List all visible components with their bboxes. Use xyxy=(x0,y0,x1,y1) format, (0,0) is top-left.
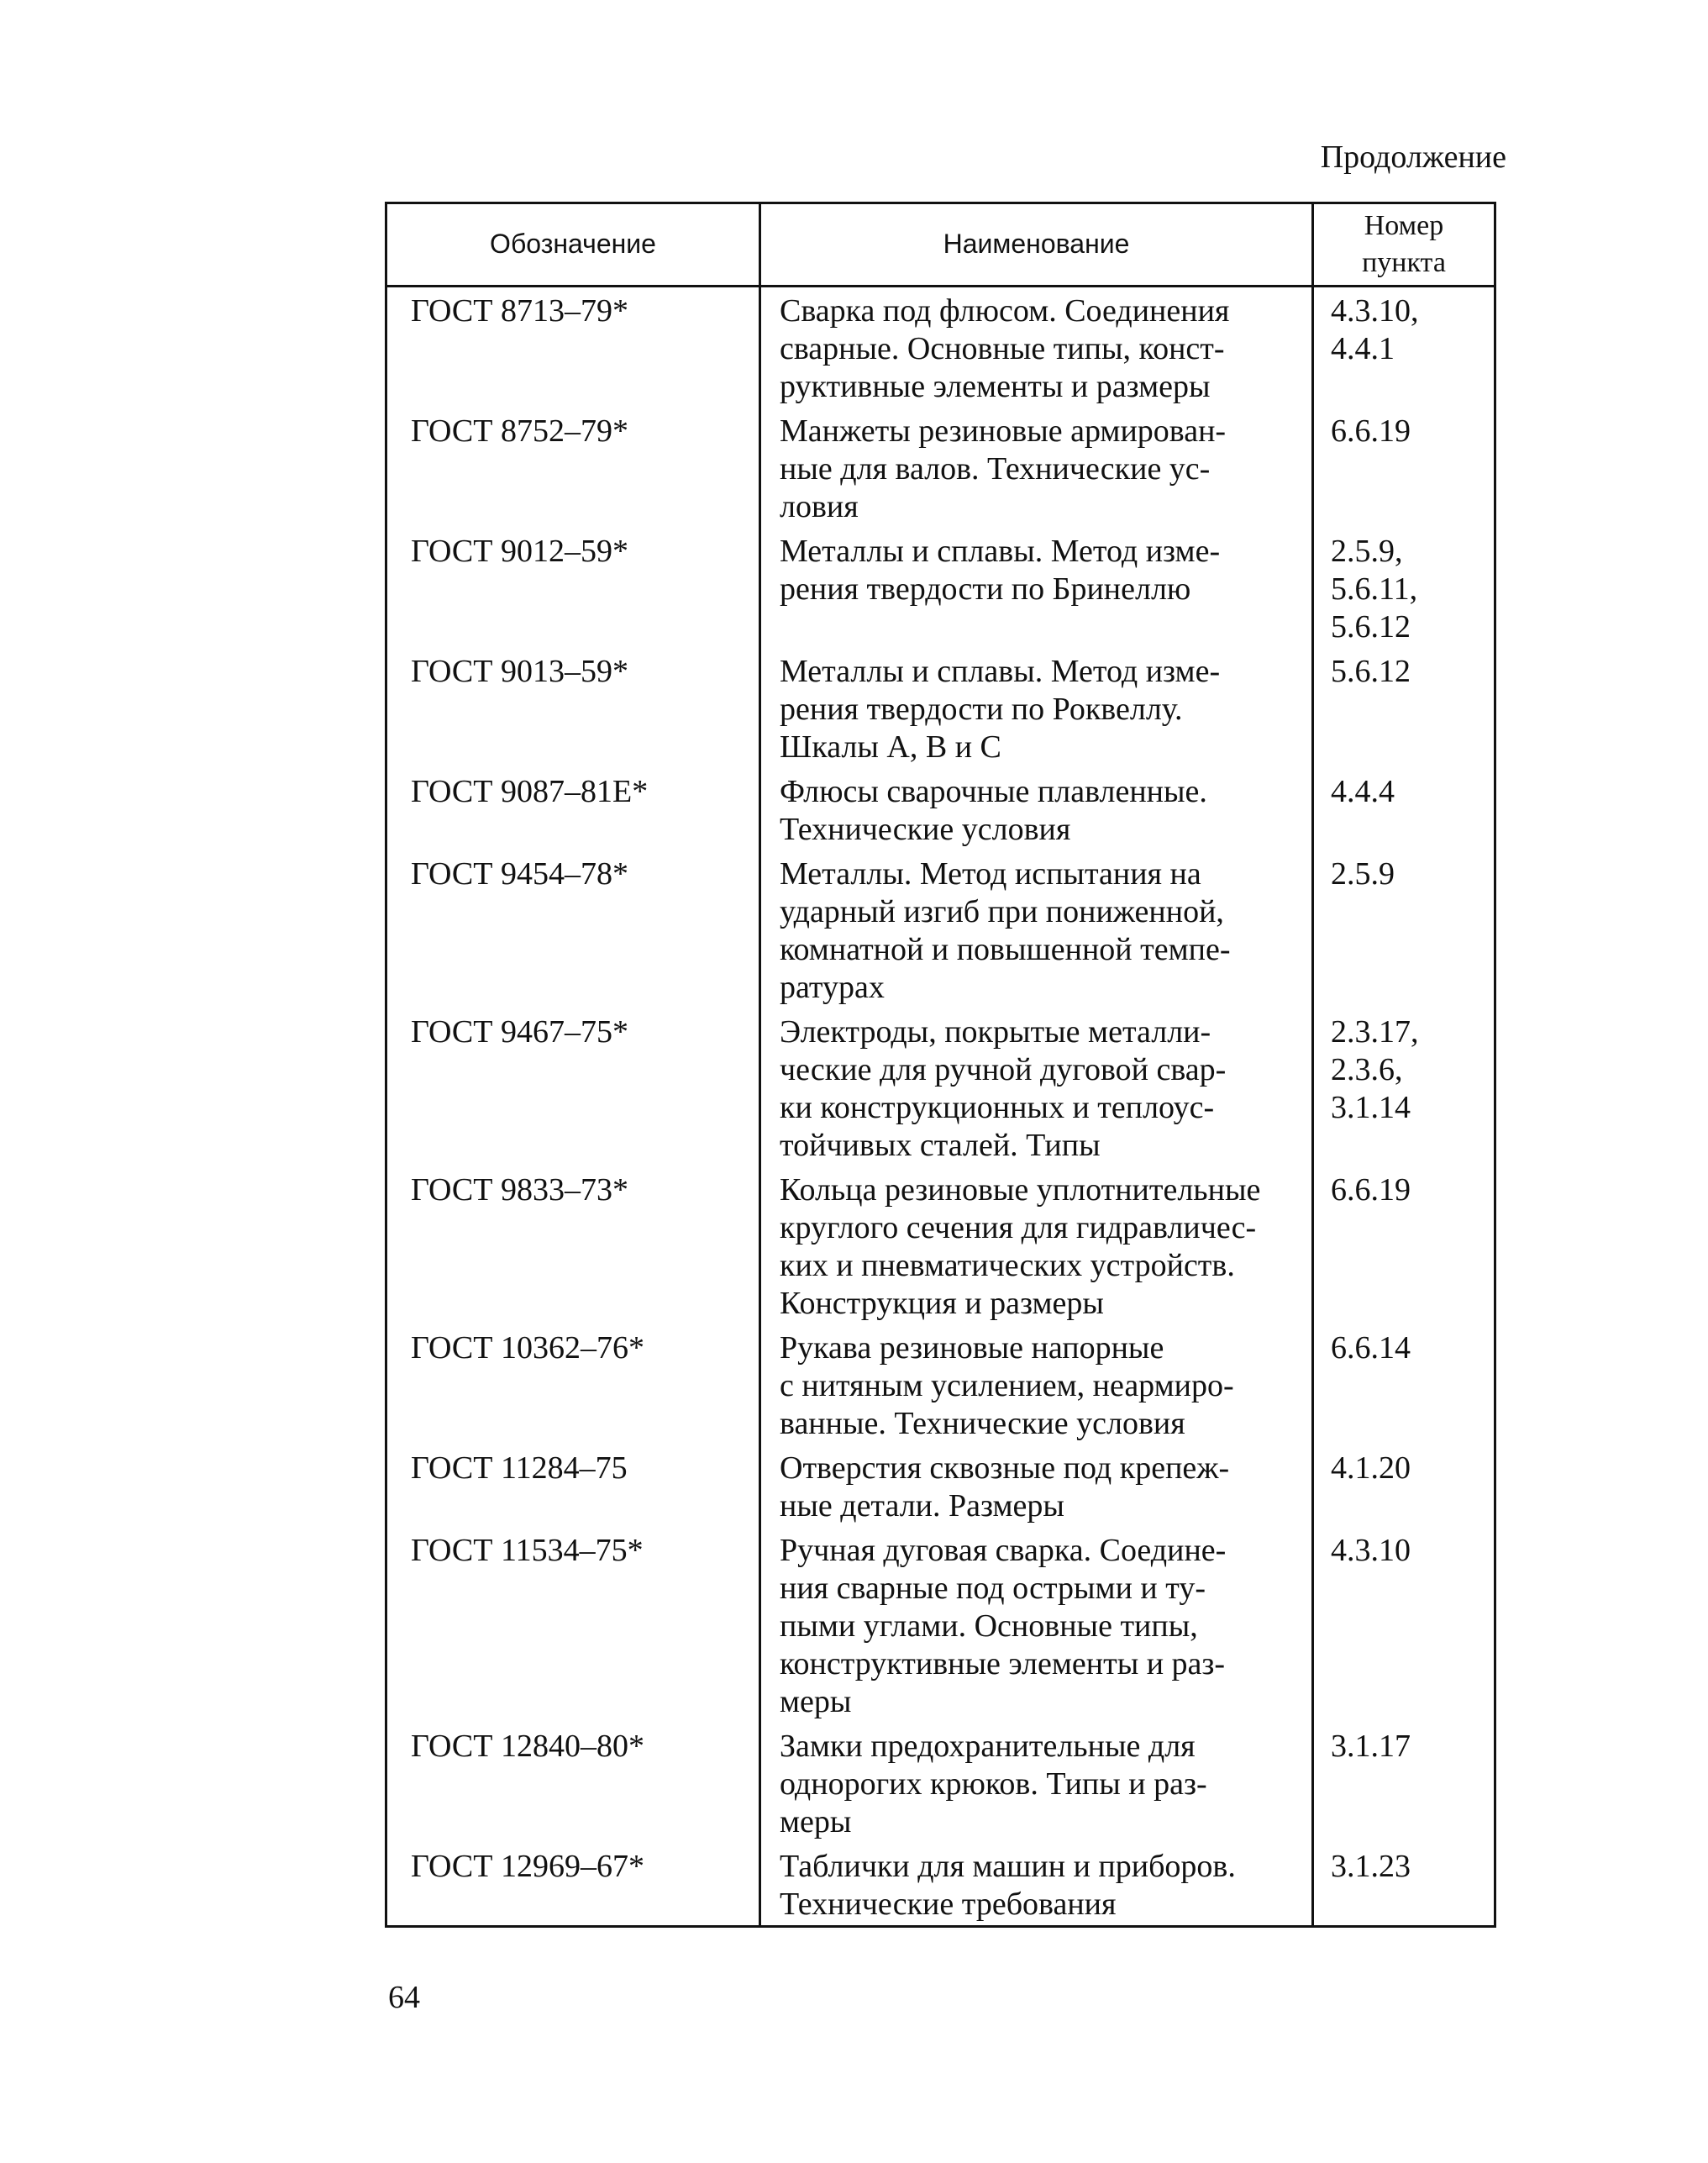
title-line: Флюсы сварочные плавленные. xyxy=(780,774,1207,809)
point-number: 4.3.10, xyxy=(1331,293,1419,329)
title-line: Замки предохранительные для xyxy=(780,1729,1196,1764)
title-line: Технические условия xyxy=(780,812,1071,847)
title-line: Шкалы A, B и C xyxy=(780,729,1001,765)
point-number: 4.1.20 xyxy=(1331,1450,1411,1486)
title-line: Ручная дуговая сварка. Соедине- xyxy=(780,1533,1227,1568)
point-number: 4.3.10 xyxy=(1331,1533,1411,1568)
title-line: Металлы и сплавы. Метод изме- xyxy=(780,534,1221,569)
standard-code: ГОСТ 9013–59* xyxy=(386,648,760,768)
title-line: рения твердости по Роквеллу. xyxy=(780,692,1183,727)
standard-title xyxy=(760,408,1313,528)
point-numbers xyxy=(1313,408,1495,528)
standard-code: ГОСТ 12969–67* xyxy=(386,1843,760,1927)
point-numbers xyxy=(1313,648,1495,768)
table-row xyxy=(386,1723,1495,1843)
column-header-designation: Обозначение xyxy=(386,203,760,287)
table-row xyxy=(386,1324,1495,1445)
point-number: 6.6.14 xyxy=(1331,1330,1411,1366)
point-numbers xyxy=(1313,1723,1495,1843)
title-line: рения твердости по Бринеллю xyxy=(780,571,1191,607)
point-number: 3.1.17 xyxy=(1331,1729,1411,1764)
table-header-row xyxy=(386,203,1495,287)
column-header-name: Наименование xyxy=(760,203,1313,287)
point-number: 3.1.23 xyxy=(1331,1849,1411,1884)
point-number: 3.1.14 xyxy=(1331,1090,1411,1125)
title-line: Технические требования xyxy=(780,1887,1117,1922)
title-line: комнатной и повышенной темпе- xyxy=(780,932,1231,967)
standard-code: ГОСТ 9087–81Е* xyxy=(386,768,760,850)
standard-code: ГОСТ 9833–73* xyxy=(386,1166,760,1324)
title-line: Сварка под флюсом. Соединения xyxy=(780,293,1230,329)
point-number: 2.3.17, xyxy=(1331,1014,1419,1050)
table-row xyxy=(386,1843,1495,1927)
point-number: 6.6.19 xyxy=(1331,413,1411,449)
title-line: руктивные элементы и размеры xyxy=(780,369,1211,404)
point-numbers xyxy=(1313,528,1495,648)
standard-code: ГОСТ 11534–75* xyxy=(386,1527,760,1723)
page-number: 64 xyxy=(388,1980,420,2015)
title-line: ратурах xyxy=(780,970,885,1005)
point-numbers xyxy=(1313,1166,1495,1324)
standard-code: ГОСТ 9454–78* xyxy=(386,850,760,1008)
table-row xyxy=(386,408,1495,528)
point-numbers xyxy=(1313,1843,1495,1927)
table-row xyxy=(386,1008,1495,1166)
point-number: 2.5.9 xyxy=(1331,856,1395,892)
table-row xyxy=(386,287,1495,408)
title-line: сварные. Основные типы, конст- xyxy=(780,331,1225,366)
title-line: Металлы. Метод испытания на xyxy=(780,856,1201,892)
standard-title xyxy=(760,1008,1313,1166)
title-line: Конструкция и размеры xyxy=(780,1286,1104,1321)
point-numbers xyxy=(1313,1527,1495,1723)
standard-title xyxy=(760,1723,1313,1843)
title-line: ударный изгиб при пониженной, xyxy=(780,894,1224,929)
point-numbers xyxy=(1313,768,1495,850)
standard-code: ГОСТ 9012–59* xyxy=(386,528,760,648)
table-row xyxy=(386,850,1495,1008)
standard-title xyxy=(760,1527,1313,1723)
standard-title xyxy=(760,1166,1313,1324)
point-number: 6.6.19 xyxy=(1331,1172,1411,1208)
standard-code: ГОСТ 12840–80* xyxy=(386,1723,760,1843)
title-line: ные детали. Размеры xyxy=(780,1488,1064,1524)
title-line: Манжеты резиновые армирован- xyxy=(780,413,1227,449)
title-line: круглого сечения для гидравличес- xyxy=(780,1210,1257,1245)
standard-code: ГОСТ 8752–79* xyxy=(386,408,760,528)
standard-title xyxy=(760,1843,1313,1927)
point-number: 4.4.4 xyxy=(1331,774,1395,809)
point-number: 5.6.12 xyxy=(1331,654,1411,689)
point-numbers xyxy=(1313,1008,1495,1166)
point-number: 2.3.6, xyxy=(1331,1052,1403,1087)
standard-title xyxy=(760,1445,1313,1527)
point-number: 2.5.9, xyxy=(1331,534,1403,569)
title-line: ные для валов. Технические ус- xyxy=(780,451,1211,487)
table-row xyxy=(386,648,1495,768)
title-line: ния сварные под острыми и ту- xyxy=(780,1571,1206,1606)
title-line: с нитяным усилением, неармиро- xyxy=(780,1368,1234,1403)
title-line: ванные. Технические условия xyxy=(780,1406,1185,1441)
standard-title xyxy=(760,287,1313,408)
point-number: 5.6.12 xyxy=(1331,609,1411,645)
standard-title xyxy=(760,648,1313,768)
title-line: Металлы и сплавы. Метод изме- xyxy=(780,654,1221,689)
point-numbers xyxy=(1313,850,1495,1008)
title-line: однорогих крюков. Типы и раз- xyxy=(780,1766,1207,1802)
title-line: меры xyxy=(780,1804,852,1839)
standard-code: ГОСТ 11284–75 xyxy=(386,1445,760,1527)
title-line: ческие для ручной дуговой свар- xyxy=(780,1052,1227,1087)
title-line: ки конструкционных и теплоус- xyxy=(780,1090,1215,1125)
title-line: тойчивых сталей. Типы xyxy=(780,1128,1101,1163)
standard-code: ГОСТ 8713–79* xyxy=(386,287,760,408)
title-line: ловия xyxy=(780,489,859,524)
standard-title xyxy=(760,768,1313,850)
table-row xyxy=(386,768,1495,850)
standard-title xyxy=(760,1324,1313,1445)
table-row xyxy=(386,1166,1495,1324)
point-numbers xyxy=(1313,1445,1495,1527)
title-line: Кольца резиновые уплотнительные xyxy=(780,1172,1261,1208)
table-row xyxy=(386,1445,1495,1527)
point-number: 5.6.11, xyxy=(1331,571,1418,607)
table-row xyxy=(386,1527,1495,1723)
point-numbers xyxy=(1313,287,1495,408)
point-number: 4.4.1 xyxy=(1331,331,1395,366)
title-line: пыми углами. Основные типы, xyxy=(780,1608,1198,1644)
standard-title xyxy=(760,850,1313,1008)
title-line: Рукава резиновые напорные xyxy=(780,1330,1164,1366)
column-header-point-number: Номер пункта xyxy=(1313,203,1495,287)
table-body xyxy=(386,287,1495,1927)
title-line: Таблички для машин и приборов. xyxy=(780,1849,1236,1884)
standard-code: ГОСТ 9467–75* xyxy=(386,1008,760,1166)
standard-title xyxy=(760,528,1313,648)
title-line: конструктивные элементы и раз- xyxy=(780,1646,1226,1681)
standard-code: ГОСТ 10362–76* xyxy=(386,1324,760,1445)
point-numbers xyxy=(1313,1324,1495,1445)
title-line: ких и пневматических устройств. xyxy=(780,1248,1235,1283)
title-line: Отверстия сквозные под крепеж- xyxy=(780,1450,1230,1486)
title-line: Электроды, покрытые металли- xyxy=(780,1014,1211,1050)
table-row xyxy=(386,528,1495,648)
standards-reference-table xyxy=(385,202,1496,1928)
title-line: меры xyxy=(780,1684,852,1719)
continuation-label: Продолжение xyxy=(1320,139,1506,175)
